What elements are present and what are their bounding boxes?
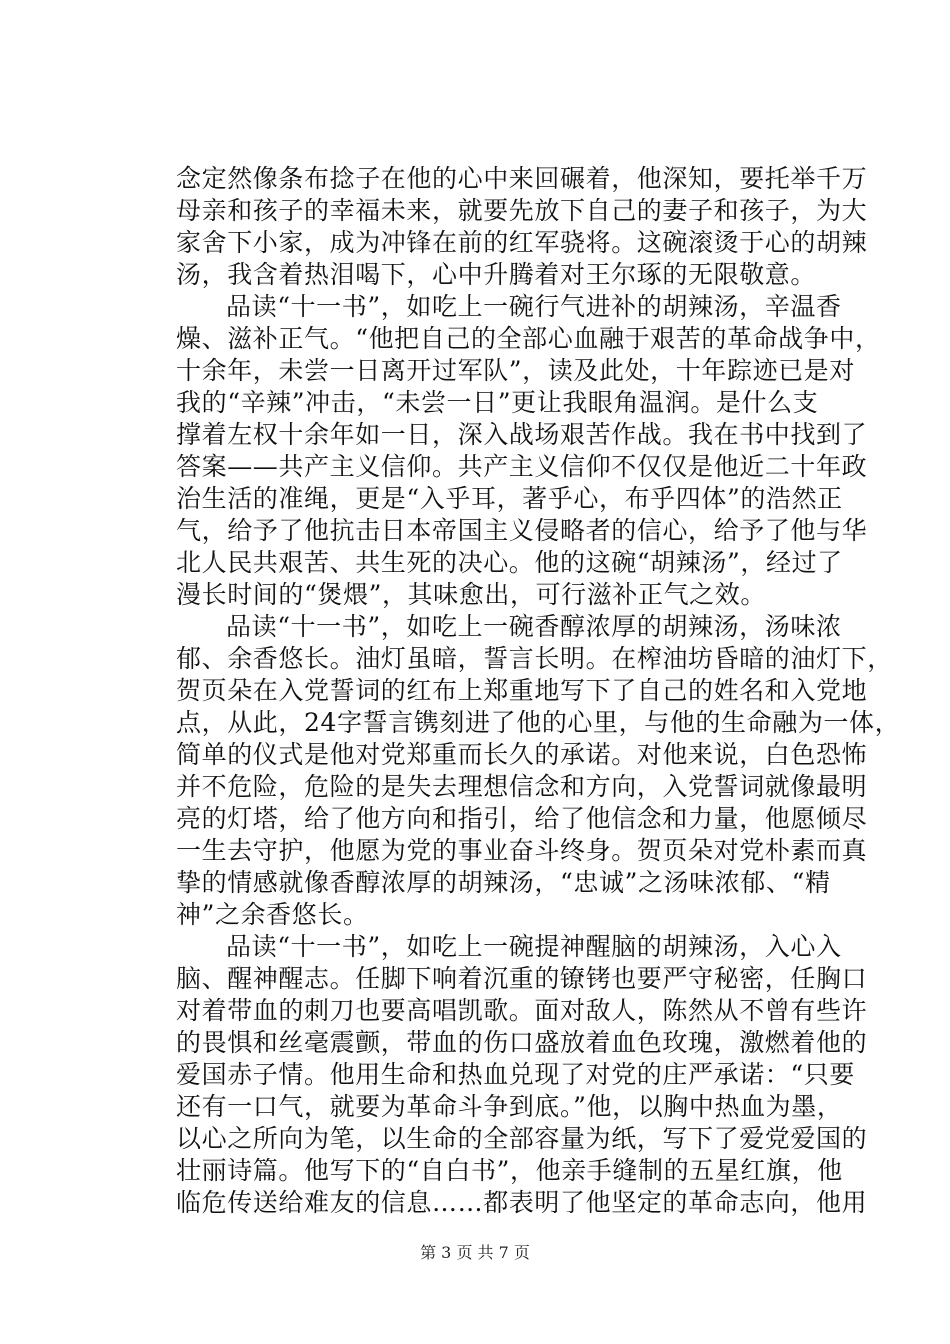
text-line: 还有一口气，就要为革命斗争到底。”他，以胸中热血为墨， — [176, 1092, 843, 1121]
text-line: 贺页朵在入党誓词的红布上郑重地写下了自己的姓名和入党地 — [176, 676, 868, 705]
text-line: 答案——共产主义信仰。共产主义信仰不仅仅是他近二十年政 — [176, 452, 868, 481]
text-line: 燥、滋补正气。“他把自己的全部心血融于艰苦的革命战争中， — [176, 324, 881, 353]
text-line: 神”之余香悠长。 — [176, 900, 369, 929]
paragraph-start-line: 品读“十一书”，如吃上一碗香醇浓厚的胡辣汤，汤味浓 — [226, 612, 842, 641]
text-line: 挚的情感就像香醇浓厚的胡辣汤，“忠诚”之汤味浓郁、“精 — [176, 868, 831, 897]
text-line: 亮的灯塔，给了他方向和指引，给了他信念和力量，他愿倾尽 — [176, 804, 868, 833]
text-line: 郁、余香悠长。油灯虽暗，誓言长明。在榨油坊昏暗的油灯下， — [176, 644, 893, 673]
text-line: 我的“辛辣”冲击，“未尝一日”更让我眼角温润。是什么支 — [176, 388, 819, 417]
text-line: 念定然像条布捻子在他的心中来回碾着，他深知，要托举千万 — [176, 164, 868, 193]
text-line: 治生活的准绳，更是“入乎耳，著乎心，布乎四体”的浩然正 — [176, 484, 843, 513]
text-line: 壮丽诗篇。他写下的“自白书”，他亲手缝制的五星红旗，他 — [176, 1156, 843, 1185]
text-line: 家舍下小家，成为冲锋在前的红军骁将。这碗滚烫于心的胡辣 — [176, 228, 868, 257]
text-line: 漫长时间的“煲煨”，其味愈出，可行滋补正气之效。 — [176, 580, 766, 609]
text-line: 北人民共艰苦、共生死的决心。他的这碗“胡辣汤”，经过了 — [176, 548, 843, 577]
text-line: 汤，我含着热泪喝下，心中升腾着对王尔琢的无限敬意。 — [176, 260, 817, 289]
text-line: 爱国赤子情。他用生命和热血兑现了对党的庄严承诺：“只要 — [176, 1060, 855, 1089]
paragraph-start-line: 品读“十一书”，如吃上一碗提神醒脑的胡辣汤，入心入 — [226, 932, 842, 961]
text-line: 的畏惧和丝毫震颤，带血的伤口盛放着血色玫瑰，激燃着他的 — [176, 1028, 868, 1057]
text-line: 撑着左权十余年如一日，深入战场艰苦作战。我在书中找到了 — [176, 420, 868, 449]
text-line: 临危传送给难友的信息……都表明了他坚定的革命志向，他用 — [176, 1188, 868, 1217]
body-text — [176, 163, 901, 1219]
text-line: 对着带血的刺刀也要高唱凯歌。面对敌人，陈然从不曾有些许 — [176, 996, 868, 1025]
text-line: 气，给予了他抗击日本帝国主义侵略者的信心，给予了他与华 — [176, 516, 868, 545]
text-line: 母亲和孩子的幸福未来，就要先放下自己的妻子和孩子，为大 — [176, 196, 868, 225]
text-line: 脑、醒神醒志。任脚下响着沉重的镣铐也要严守秘密，任胸口 — [176, 964, 868, 993]
text-line: 以心之所向为笔，以生命的全部容量为纸，写下了爱党爱国的 — [176, 1124, 868, 1153]
text-line: 一生去守护，他愿为党的事业奋斗终身。贺页朵对党朴素而真 — [176, 836, 868, 865]
text-line: 简单的仪式是他对党郑重而长久的承诺。对他来说，白色恐怖 — [176, 740, 868, 769]
text-line: 十余年，未尝一日离开过军队”，读及此处，十年踪迹已是对 — [176, 356, 855, 385]
text-line: 并不危险，危险的是失去理想信念和方向，入党誓词就像最明 — [176, 772, 868, 801]
page-number-footer: 第 3 页 共 7 页 — [420, 1243, 530, 1262]
paragraph-start-line: 品读“十一书”，如吃上一碗行气进补的胡辣汤，辛温香 — [226, 292, 842, 321]
text-line: 点，从此，24字誓言镌刻进了他的心里，与他的生命融为一体， — [176, 708, 901, 737]
